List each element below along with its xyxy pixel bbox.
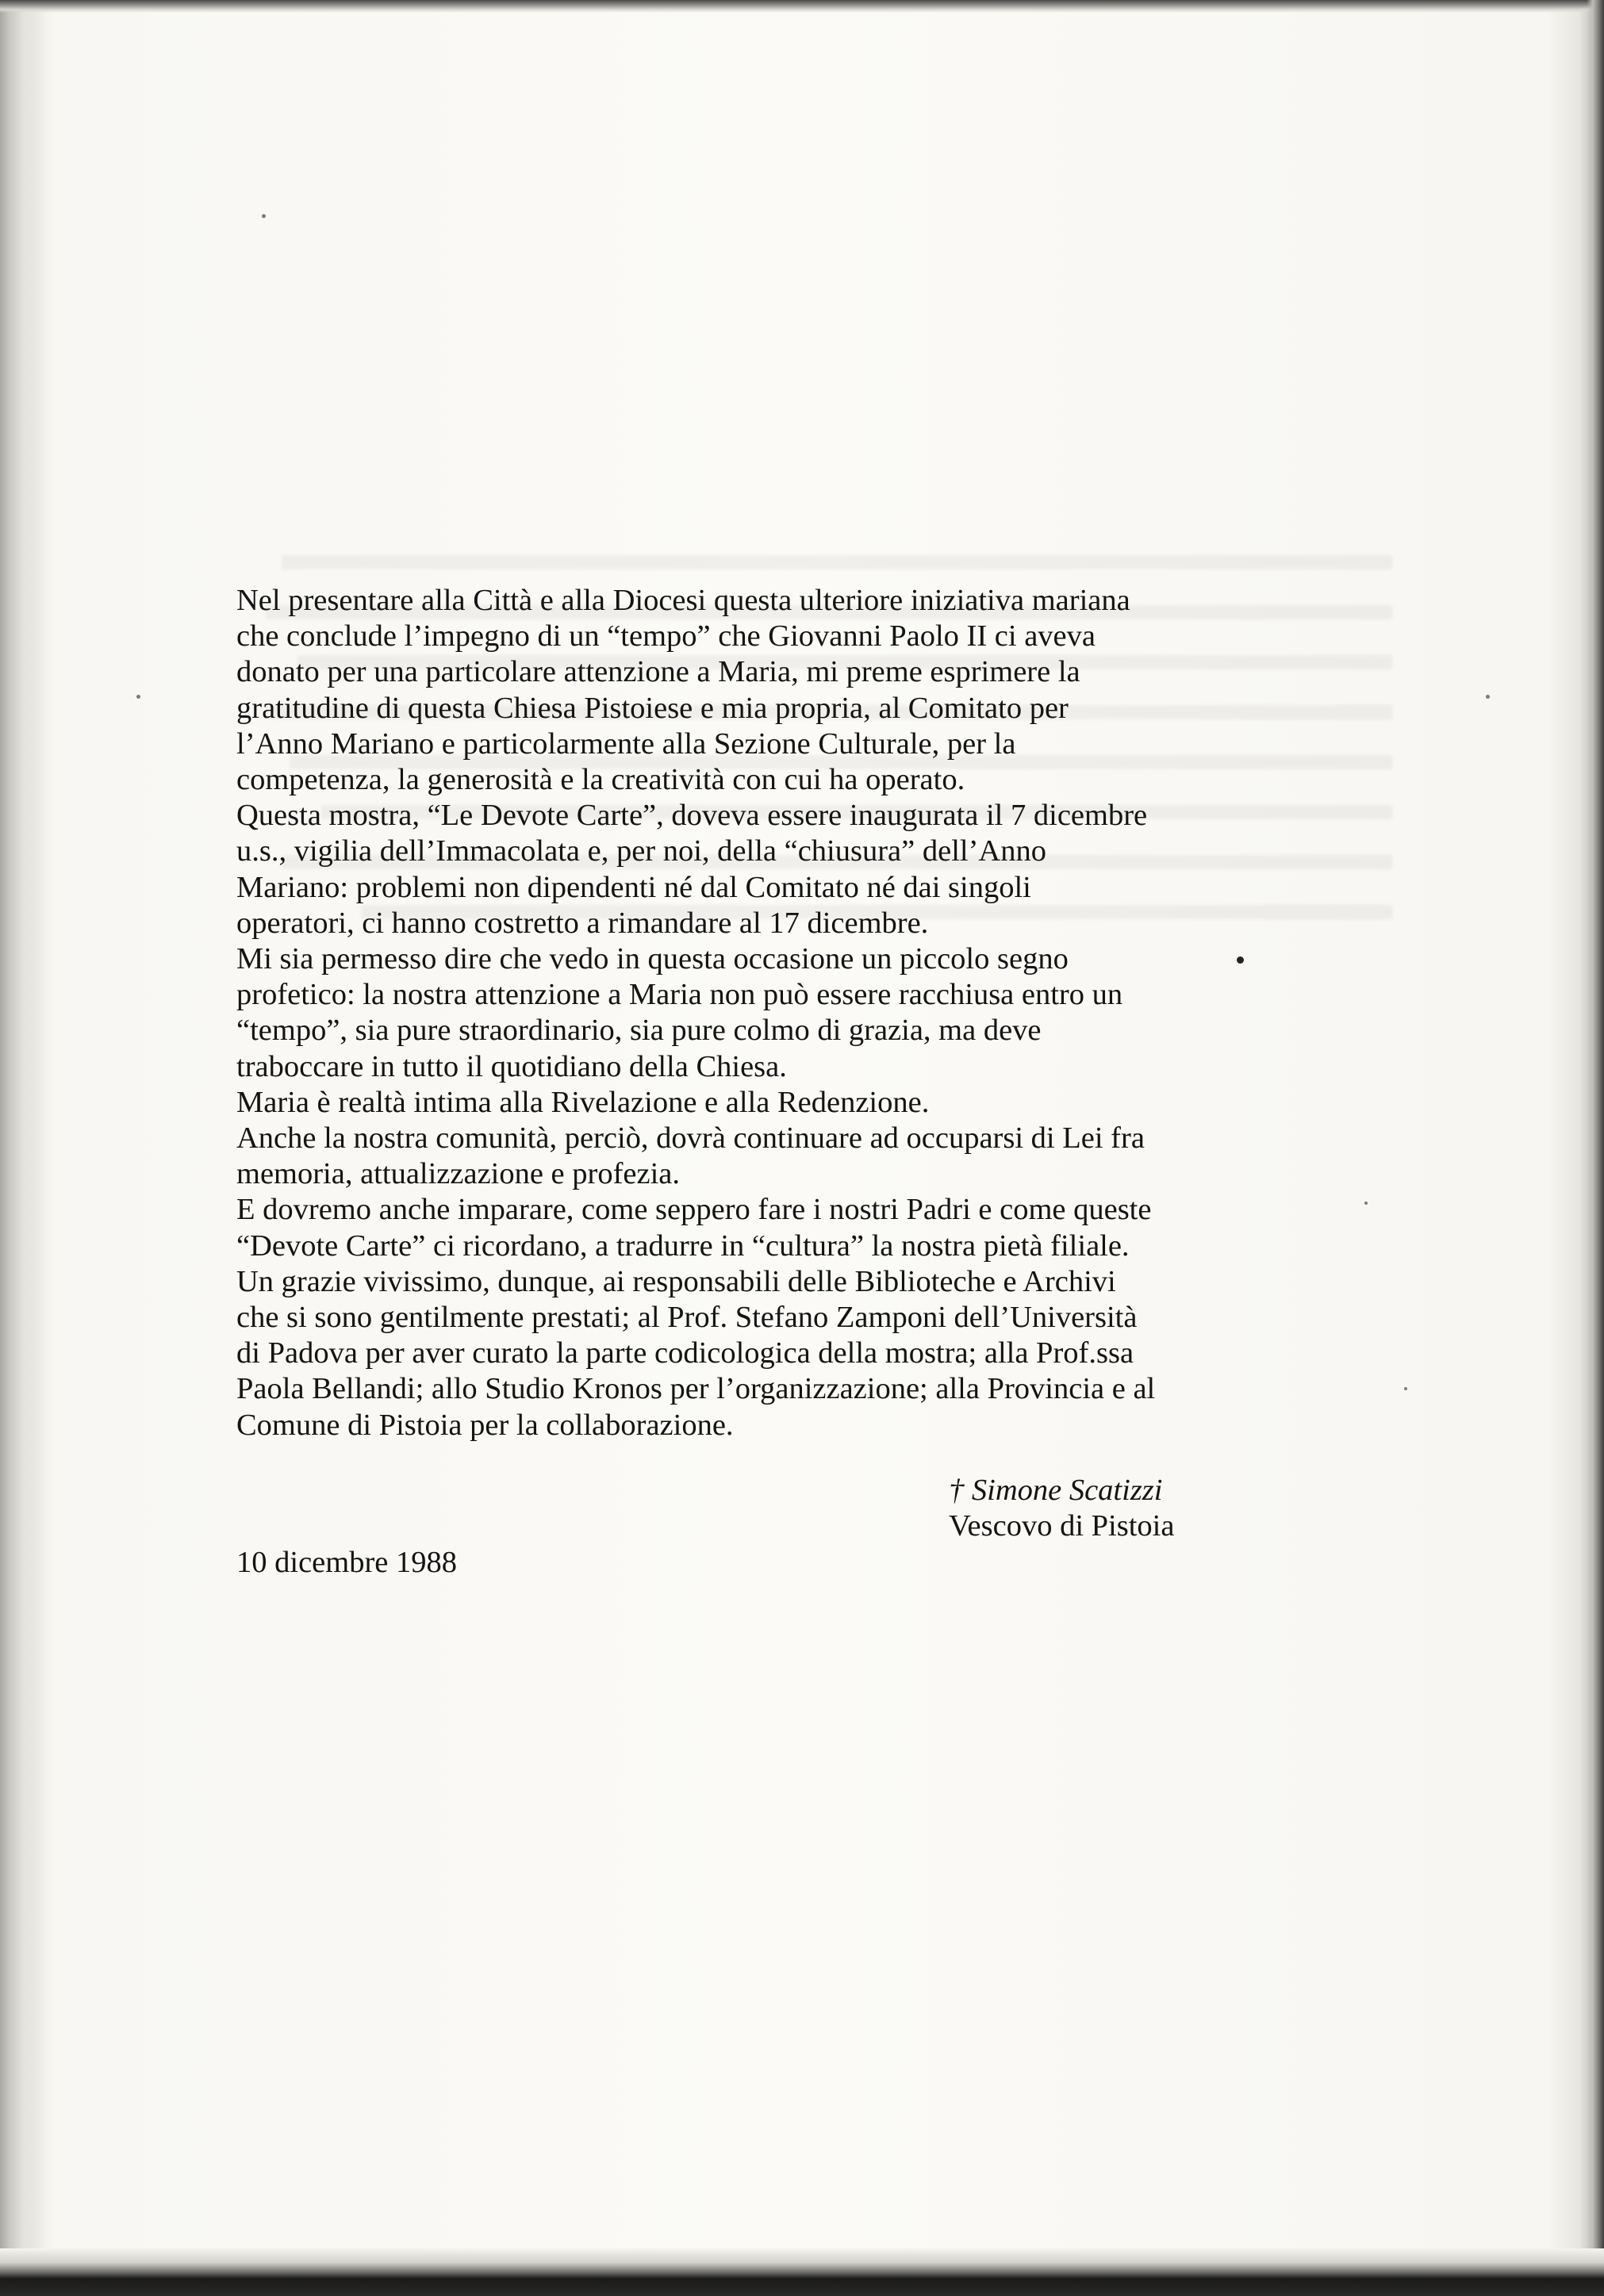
letter-line: E dovremo anche imparare, come seppero fare i nostri Padri e come queste [236,1193,1152,1227]
letter-line: Un grazie vivissimo, dunque, ai responsabili delle Biblioteche e Archivi [236,1264,1116,1298]
letter-line: u.s., vigilia dell’Immacolata e, per noi, della “chiusura” dell’Anno [236,834,1046,868]
speck-mark [1404,1387,1407,1390]
speck-mark [1486,695,1490,699]
letter-line: gratitudine di questa Chiesa Pistoiese e mia propria, al Comitato per [236,691,1069,725]
letter-line: di Padova per aver curato la parte codicologica della mostra; alla Prof.ssa [236,1336,1134,1370]
spine-shadow [0,0,46,2296]
letter-line: memoria, attualizzazione e profezia. [236,1157,681,1191]
letter-line: che conclude l’impegno di un “tempo” che Giovanni Paolo II ci aveva [236,619,1096,654]
letter-line: Nel presentare alla Città e alla Diocesi questa ulteriore iniziativa mariana [236,584,1130,617]
letter-line: Mariano: problemi non dipendenti né dal Comitato né dai singoli [236,870,1031,904]
right-page-edge [1587,0,1604,2296]
signatory-title: Vescovo di Pistoia [949,1509,1175,1543]
letter-line: traboccare in tutto il quotidiano della Chiesa. [236,1049,787,1083]
letter-line: “tempo”, sia pure straordinario, sia pure colmo di grazia, ma deve [236,1014,1042,1048]
signatory-name: † Simone Scatizzi [949,1474,1163,1507]
letter-line: che si sono gentilmente prestati; al Prof. Stefano Zamponi dell’Università [236,1301,1138,1335]
bottom-page-edge [0,2248,1604,2296]
letter-line: competenza, la generosità e la creatività con cui ha operato. [236,763,965,797]
signature-block [949,1473,1174,1544]
letter-line: Paola Bellandi; allo Studio Kronos per l’organizzazione; alla Provincia e al [236,1372,1156,1406]
letter-line: “Devote Carte” ci ricordano, a tradurre in “cultura” la nostra pietà filiale. [236,1228,1130,1263]
letter-line: Mi sia permesso dire che vedo in questa occasione un piccolo segno [236,942,1069,976]
top-page-edge [0,0,1604,13]
letter-line: Comune di Pistoia per la collaborazione. [236,1408,734,1442]
letter-line: l’Anno Mariano e particolarmente alla Sezione Culturale, per la [236,726,1016,761]
speck-mark [136,695,140,699]
letter-line: Questa mostra, “Le Devote Carte”, doveva essere inaugurata il 7 dicembre [236,799,1148,833]
letter-line: donato per una particolare attenzione a Maria, mi preme esprimere la [236,655,1080,689]
letter-body [236,583,1387,1443]
letter-line: Maria è realtà intima alla Rivelazione e alla Redenzione. [236,1085,930,1119]
letter-line: profetico: la nostra attenzione a Maria non può essere racchiusa entro un [236,978,1123,1012]
letter-line: operatori, ci hanno costretto a rimandare al 17 dicembre. [236,906,929,940]
letter-line: Anche la nostra comunità, perciò, dovrà continuare ad occuparsi di Lei fra [236,1121,1145,1156]
speck-mark [262,214,266,218]
letter-date: 10 dicembre 1988 [236,1546,457,1579]
